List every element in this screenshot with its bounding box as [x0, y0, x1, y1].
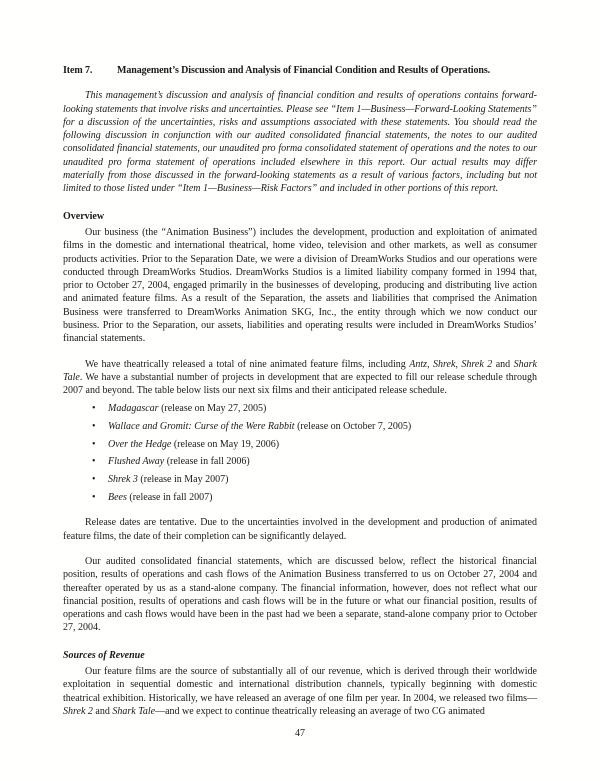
text-run: We have theatrically released a total of nine animated feature films, including [85, 358, 410, 370]
forward-looking-paragraph: This management’s discussion and analysis of financial condition and results of operations contains forward-looking statements that involve risks and uncertainties. Please see “Item 1—Business—Forward-Looking Statements” for a discussion of the uncertainties, risks and assumptions associated with these statements. You should read the following discussion in conjunction with our audited consolidated financial statements, the notes to our audited consolidated financial statements, our unaudited pro forma consolidated statement of operations and the notes to our unaudited pro forma statement of operations included elsewhere in this report. Our actual results may differ materially from those discussed in the forward-looking statements as a result of various factors, including but not limited to those listed under “Item 1—Business—Risk Factors” and included in other portions of this report. [63, 90, 537, 195]
text-run: , [427, 358, 434, 370]
film-list-item [63, 420, 537, 433]
film-release: (release in fall 2007) [126, 492, 213, 504]
film-title: Flushed Away [108, 456, 165, 468]
film-title-inline: Shark Tale [112, 705, 156, 717]
film-list-item [63, 402, 537, 415]
overview-paragraph-2 [63, 358, 537, 398]
overview-paragraph-1: Our business (the “Animation Business”) includes the development, production and exploitation of animated films in the domestic and international theatrical, home video, television and other markets, as well as consumer products activities. Prior to the Separation Date, we were a division of DreamWorks Studios and our operations were conducted through DreamWorks Studios. DreamWorks Studios is a limited liability company formed in 1994 that, prior to October 27, 2004, engaged primarily in the businesses of developing, producing and distributing live action and animated feature films. As a result of the Separation, the assets and liabilities that comprised the Animation Business were transferred to DreamWorks Animation SKG, Inc., the entity through which we now conduct our business. Prior to the Separation, our assets, liabilities and operating results were included in DreamWorks Studios’ financial statements. [63, 226, 537, 345]
text-run: , [455, 358, 462, 370]
film-title: Madagascar [108, 403, 159, 415]
film-title-inline: Shrek 2 [461, 358, 493, 370]
film-title: Shrek 3 [108, 474, 138, 486]
release-schedule-list [63, 402, 537, 504]
film-title: Over the Hedge [108, 438, 172, 450]
film-title: Wallace and Gromit: Curse of the Were Rabbit [108, 420, 295, 432]
overview-paragraph-3: Release dates are tentative. Due to the uncertainties involved in the development and production of animated feature films, the date of their completion can be significantly delayed. [63, 517, 537, 542]
text-run: —and we expect to continue theatrically releasing an average of two CG animated [155, 705, 485, 717]
page-number: 47 [295, 728, 305, 740]
film-release: (release in May 2007) [137, 474, 229, 486]
film-release: (release on May 27, 2005) [158, 403, 267, 415]
bullet-icon: • [92, 438, 96, 450]
film-title-inline: Shrek 2 [63, 705, 93, 717]
film-title-inline: Antz [409, 358, 428, 370]
item-number: Item 7. [63, 65, 93, 76]
item-heading [63, 64, 537, 77]
sources-paragraph-1 [63, 665, 537, 718]
bullet-icon: • [92, 420, 96, 432]
film-list-item [63, 438, 537, 451]
bullet-icon: • [92, 403, 96, 415]
bullet-icon: • [92, 456, 96, 468]
film-list-item [63, 455, 537, 468]
text-run: . We have a substantial number of projects in development that are expected to fill our release schedule through 2007 and beyond. The table below lists our next six films and their anticipated release schedule. [63, 371, 537, 397]
film-title: Bees [108, 492, 127, 504]
film-title-inline: Shark Tale [63, 358, 537, 383]
text-run: Our feature films are the source of substantially all of our revenue, which is derived through their worldwide exploitation in sequential domestic and international distribution channels, typically beginning with domestic theatrical exhibition. Historically, we have released an average of one film per year. In 2004, we released two films— [63, 665, 537, 704]
overview-paragraph-4: Our audited consolidated financial statements, which are discussed below, reflect the historical financial position, results of operations and cash flows of the Animation Business transferred to us on October 27, 2004 and thereafter operated by us as a stand-alone company. The financial information, however, does not reflect what our financial position, results of operations and cash flows will be in the future or what our financial position, results of operations and cash flows would have been in the past had we been a separate, stand-alone company prior to October 27, 2004. [63, 555, 537, 634]
item-title: Management’s Discussion and Analysis of Financial Condition and Results of Operations. [117, 65, 491, 76]
film-release: (release on October 7, 2005) [294, 420, 412, 432]
text-run: and [92, 705, 113, 717]
bullet-icon: • [92, 474, 96, 486]
sources-of-revenue-heading: Sources of Revenue [63, 649, 145, 661]
film-release: (release on May 19, 2006) [171, 438, 280, 450]
bullet-icon: • [92, 492, 96, 504]
film-list-item [63, 473, 537, 486]
film-list-item [63, 491, 537, 504]
film-release: (release in fall 2006) [164, 456, 250, 468]
film-title-inline: Shrek [433, 358, 456, 370]
overview-heading: Overview [63, 210, 105, 222]
text-run: and [492, 358, 514, 370]
